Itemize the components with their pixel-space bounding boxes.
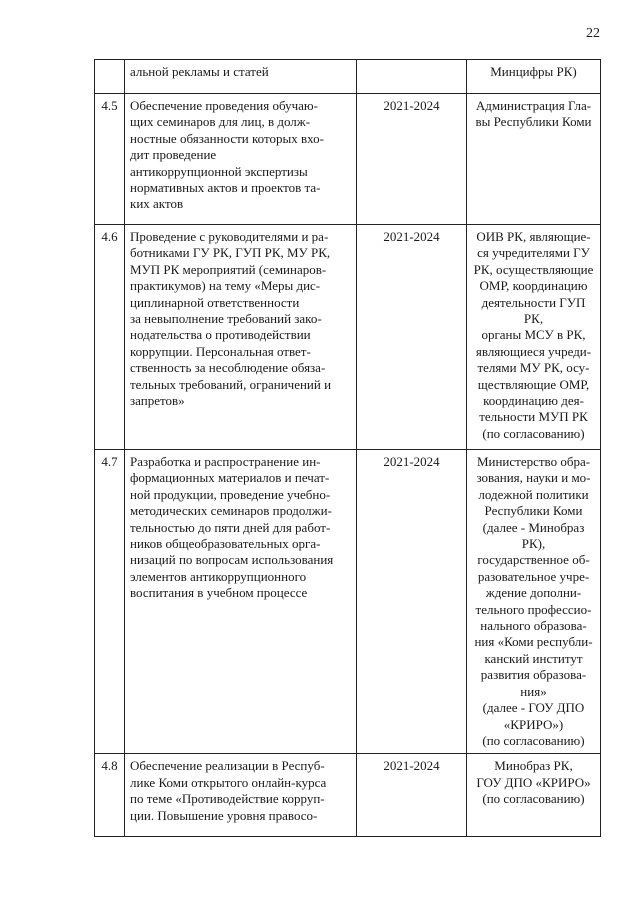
page-number: 22 [586,26,600,41]
item-number-cell [95,60,125,94]
responsible-line: РК), [521,536,546,552]
activity-description-cell [125,60,357,94]
description-line: по теме «Противодействие корруп- [130,791,325,807]
responsible-line: Министерство обра- [476,454,591,469]
responsible-line: тельности МУП РК [479,409,588,425]
responsible-line: являющиеся учреди- [475,343,592,359]
responsible-line: канский институт [484,650,583,666]
responsible-line: (далее - Минобраз [482,519,585,535]
responsible-line: ОМР, координацию [479,278,588,294]
table-row [95,94,601,225]
responsible-line: разовательное учре- [477,568,590,584]
description-line: практикумов) на тему «Меры дис- [130,278,321,294]
responsible-cell [467,60,601,94]
description-line: нормативных актов и проектов та- [130,180,321,196]
responsible-line: «КРИРО») [503,716,564,732]
description-line: Обеспечение реализации в Респуб- [130,758,325,774]
activity-description-cell [125,94,357,225]
responsible-line: (далее - ГОУ ДПО [482,700,585,716]
responsible-line: ния» [520,683,547,699]
term-cell: 2021-2024 [357,225,467,450]
table-row [95,754,601,837]
responsible-line: (по согласованию) [482,425,585,441]
responsible-line: зования, науки и мо- [476,470,591,486]
description-line: методических семинаров продолжи- [130,503,332,519]
description-line: запретов» [130,393,185,409]
description-line: Проведение с руководителями и ра- [130,229,329,244]
responsible-line: РК, осуществляющие [473,261,594,277]
responsible-line: органы МСУ в РК, [481,327,586,343]
term-cell [357,60,467,94]
responsible-line: ся учредителями ГУ [477,245,590,261]
description-line: элементов антикоррупционного [130,568,307,584]
description-line: формационных материалов и печат- [130,470,330,486]
term-cell: 2021-2024 [357,754,467,837]
activity-description-cell [125,225,357,450]
responsible-line: Минцифры РК) [490,64,577,79]
description-line: коррупции. Персональная ответ- [130,343,311,359]
responsible-cell [467,754,601,837]
table-row [95,450,601,754]
responsible-line: (по согласованию) [482,732,585,748]
responsible-line: РК, [523,311,544,327]
description-line: низаций по вопросам использования [130,552,334,568]
description-line: лике Коми открытого онлайн-курса [130,774,327,790]
description-line: нодательства о противодействии [130,327,311,343]
responsible-line: нального образова- [480,618,587,634]
responsible-line: государственное об- [477,552,590,568]
item-number-cell: 4.8 [95,754,125,837]
action-plan-table [94,59,601,837]
description-line: Обеспечение проведения обучаю- [130,98,318,113]
responsible-line: ОИВ РК, являющие- [476,229,591,244]
description-line: ников общеобразовательных орга- [130,536,321,552]
description-line: щих семинаров для лиц, в долж- [130,114,311,130]
description-line: антикоррупционной экспертизы [130,163,308,179]
responsible-line: деятельности ГУП [481,294,586,310]
description-line: ботниками ГУ РК, ГУП РК, МУ РК, [130,245,331,261]
item-number-cell: 4.7 [95,450,125,754]
description-line: ственность за несоблюдение обяза- [130,360,326,376]
responsible-line: телями МУ РК, осу- [477,360,590,376]
responsible-line: (по согласованию) [482,791,585,807]
responsible-line: ществляющие ОМР, [477,376,590,392]
responsible-line: ждение дополни- [485,585,582,601]
description-line: ции. Повышение уровня правосо- [130,807,318,823]
description-line: воспитания в учебном процессе [130,585,308,601]
activity-description-cell [125,450,357,754]
responsible-line: вы Республики Коми [475,114,592,130]
responsible-line: ния «Коми республи- [474,634,593,650]
table-row [95,60,601,94]
responsible-line: Администрация Гла- [475,98,592,113]
description-line: МУП РК мероприятий (семинаров- [130,261,327,277]
description-line: тельных требований, ограничений и [130,376,332,392]
description-line: ких актов [130,196,184,212]
responsible-line: координацию дея- [483,393,584,409]
responsible-cell [467,450,601,754]
table-row [95,225,601,450]
description-line: за невыполнение требований зако- [130,311,322,327]
item-number-cell: 4.5 [95,94,125,225]
description-line: альной рекламы и статей [130,64,269,79]
responsible-line: ГОУ ДПО «КРИРО» [476,774,591,790]
responsible-line: Республики Коми [484,503,583,519]
activity-description-cell [125,754,357,837]
term-cell: 2021-2024 [357,450,467,754]
responsible-cell [467,225,601,450]
description-line: Разработка и распространение ин- [130,454,321,469]
item-number-cell: 4.6 [95,225,125,450]
responsible-line: развития образова- [480,667,587,683]
responsible-line: лодежной политики [478,486,589,502]
term-cell: 2021-2024 [357,94,467,225]
description-line: тельностью до пяти дней для работ- [130,519,331,535]
description-line: циплинарной ответственности [130,294,300,310]
description-line: дит проведение [130,147,217,163]
description-line: ностные обязанности которых вхо- [130,130,324,146]
responsible-line: Минобраз РК, [494,758,573,774]
responsible-line: тельного профессио- [475,601,592,617]
description-line: ной продукции, проведение учебно- [130,486,331,502]
responsible-cell [467,94,601,225]
